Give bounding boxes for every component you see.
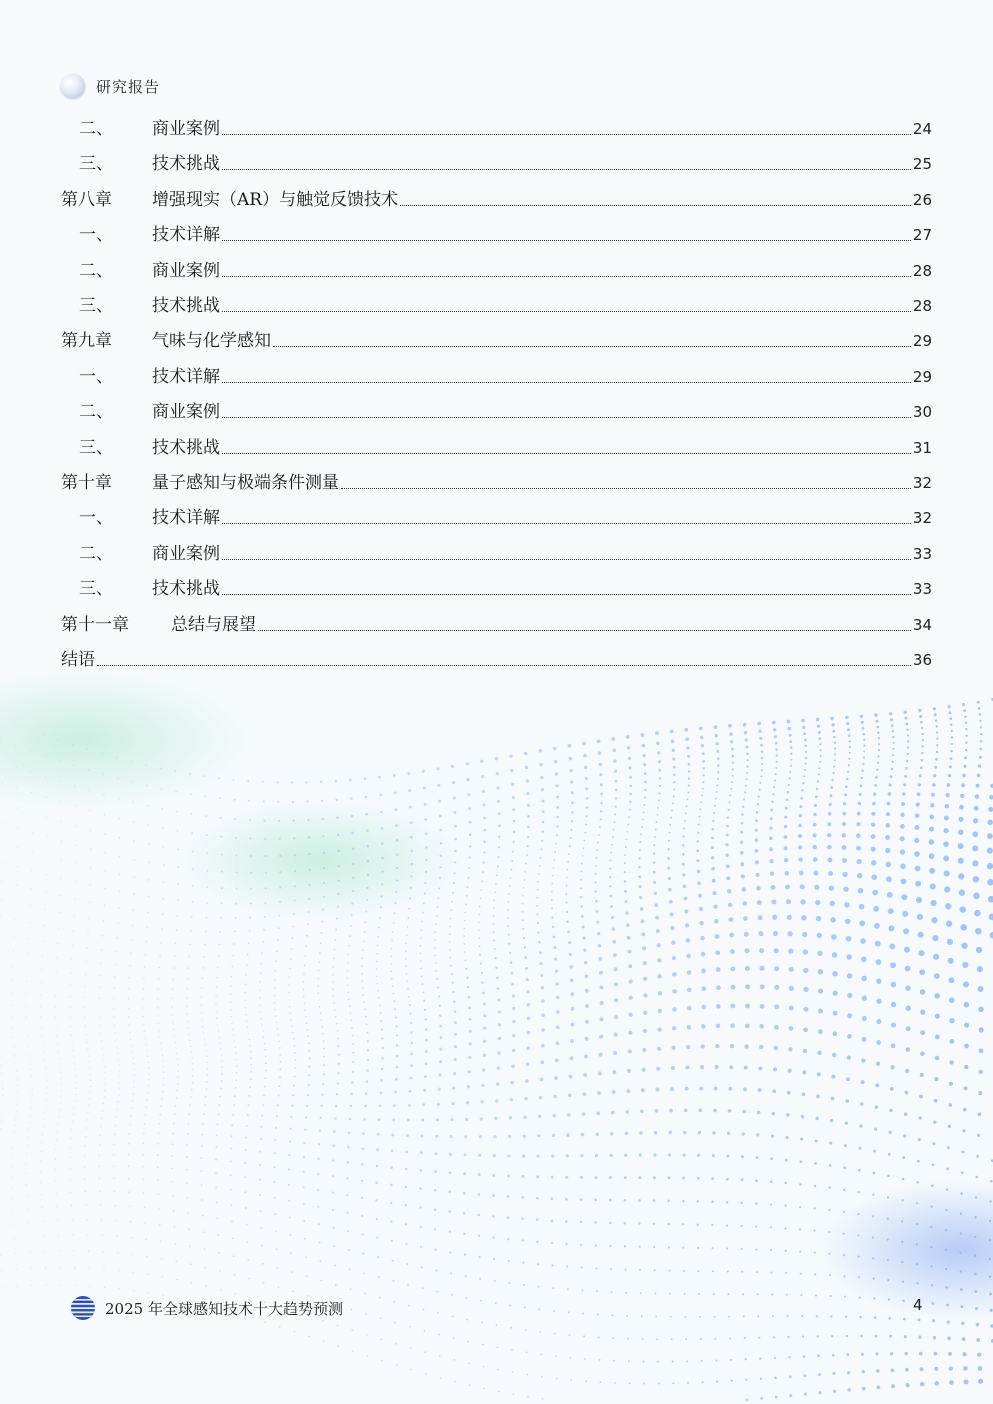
toc-dot-leader (222, 382, 911, 383)
toc-dot-leader (273, 346, 911, 347)
toc-entry-page: 27 (912, 226, 932, 245)
toc-entry[interactable] (79, 400, 932, 424)
toc-dot-leader (97, 665, 911, 666)
toc-entry-page: 28 (912, 261, 932, 280)
toc-entry-number: 三、 (79, 579, 113, 600)
page-number: 4 (913, 1296, 923, 1314)
toc-entry-title: 技术详解 (152, 225, 220, 246)
toc-entry-number: 第九章 (61, 331, 112, 352)
toc-entry-title: 商业案例 (152, 543, 220, 564)
report-header (61, 72, 160, 100)
toc-entry-title: 技术挑战 (152, 437, 220, 458)
toc-entry-number: 第十一章 (61, 614, 129, 635)
toc-entry-title: 技术挑战 (152, 296, 220, 316)
footer-title: 2025 年全球感知技术十大趋势预测 (105, 1299, 343, 1318)
toc-entry[interactable] (79, 506, 932, 530)
toc-entry-title: 技术详解 (152, 366, 220, 387)
toc-entry-page: 32 (912, 509, 932, 528)
toc-entry-page: 32 (912, 474, 932, 492)
toc-dot-leader (222, 169, 911, 170)
toc-entry[interactable] (61, 329, 932, 353)
toc-dot-leader (400, 205, 911, 206)
toc-entry-page: 29 (912, 367, 932, 386)
toc-dot-leader (258, 630, 911, 631)
toc-entry-title: 总结与展望 (171, 614, 256, 635)
toc-entry[interactable] (61, 613, 932, 637)
toc-entry-page: 31 (912, 438, 932, 457)
toc-entry[interactable] (79, 542, 932, 566)
toc-entry-number: 第十章 (61, 473, 112, 493)
toc-entry[interactable] (79, 117, 932, 141)
toc-entry[interactable] (79, 294, 932, 318)
toc-dot-leader (222, 523, 911, 524)
toc-entry-title: 技术挑战 (152, 579, 220, 600)
toc-entry[interactable] (79, 152, 932, 176)
toc-entry-title: 量子感知与极端条件测量 (152, 473, 339, 493)
toc-entry-page: 30 (912, 403, 932, 422)
toc-entry-title: 商业案例 (152, 402, 220, 423)
toc-entry[interactable] (79, 365, 932, 389)
toc-entry-title: 技术挑战 (152, 154, 220, 175)
toc-dot-leader (222, 417, 911, 418)
toc-entry-page: 26 (912, 190, 932, 209)
toc-entry-title: 结语 (61, 650, 95, 670)
striped-globe-logo-icon (70, 1295, 96, 1321)
toc-entry-title: 增强现实（AR）与触觉反馈技术 (152, 189, 399, 210)
toc-entry-number: 三、 (79, 296, 113, 316)
header-label: 研究报告 (96, 77, 161, 96)
toc-entry-number: 二、 (79, 260, 113, 281)
toc-entry[interactable] (61, 471, 932, 495)
toc-entry[interactable] (79, 223, 932, 247)
toc-entry-number: 二、 (79, 543, 113, 564)
toc-entry-title: 技术详解 (152, 508, 220, 529)
toc-dot-leader (222, 276, 911, 277)
toc-dot-leader (222, 559, 911, 560)
toc-entry[interactable] (79, 577, 932, 601)
toc-entry[interactable] (61, 648, 932, 672)
toc-entry-number: 二、 (79, 402, 113, 423)
toc-entry-page: 28 (912, 297, 932, 315)
toc-entry-number: 一、 (79, 366, 113, 387)
toc-entry-page: 24 (912, 120, 932, 138)
toc-entry-page: 36 (912, 651, 932, 669)
toc-entry-page: 25 (912, 155, 932, 174)
toc-dot-leader (341, 488, 911, 489)
toc-dot-leader (222, 134, 911, 135)
toc-entry-number: 一、 (79, 508, 113, 529)
toc-dot-leader (222, 240, 911, 241)
report-footer (70, 1294, 343, 1322)
toc-dot-leader (222, 453, 911, 454)
toc-entry-title: 商业案例 (152, 119, 220, 139)
toc-dot-leader (222, 311, 911, 312)
toc-entry[interactable] (79, 436, 932, 460)
sphere-logo-icon (61, 74, 85, 98)
toc-entry[interactable] (61, 188, 932, 212)
toc-entry-number: 二、 (79, 119, 113, 139)
toc-entry-number: 第八章 (61, 189, 112, 210)
toc-entry-page: 34 (912, 615, 932, 634)
toc-entry[interactable] (79, 259, 932, 283)
toc-entry-page: 33 (912, 544, 932, 563)
toc-entry-page: 29 (912, 332, 932, 351)
toc-dot-leader (222, 594, 911, 595)
toc-entry-number: 一、 (79, 225, 113, 246)
toc-entry-page: 33 (912, 580, 932, 599)
toc-entry-title: 气味与化学感知 (152, 331, 271, 352)
toc-entry-number: 三、 (79, 437, 113, 458)
toc-entry-number: 三、 (79, 154, 113, 175)
toc-entry-title: 商业案例 (152, 260, 220, 281)
